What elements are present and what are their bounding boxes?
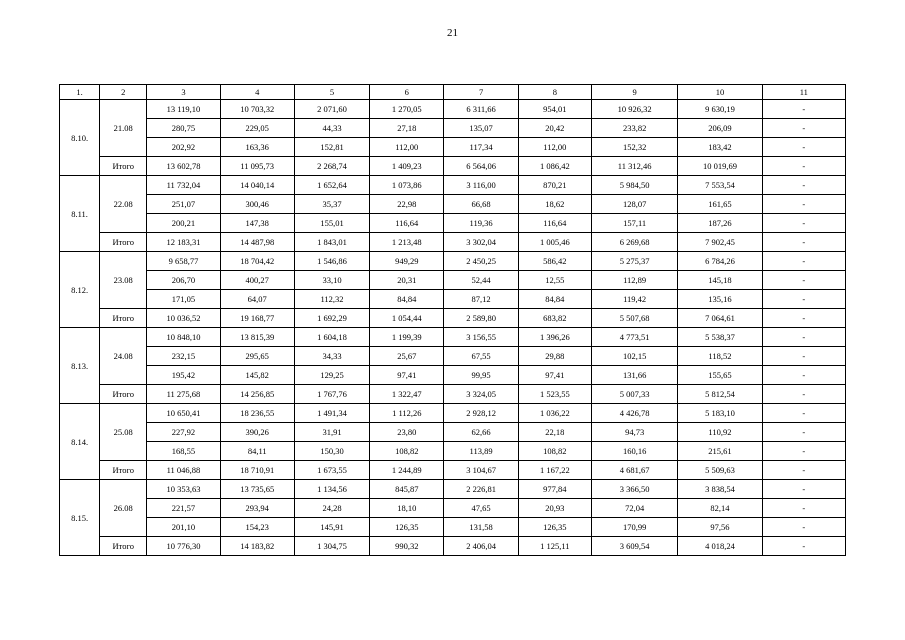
value-cell: 72,04 (591, 499, 677, 518)
value-cell: - (762, 100, 845, 119)
value-cell: 116,64 (370, 214, 444, 233)
total-value-cell: 3 609,54 (591, 537, 677, 556)
value-cell: 112,00 (518, 138, 591, 157)
value-cell: 187,26 (678, 214, 762, 233)
value-cell: 202,92 (147, 138, 220, 157)
value-cell: 4 773,51 (591, 328, 677, 347)
total-value-cell: 6 564,06 (444, 157, 518, 176)
value-cell: 18,62 (518, 195, 591, 214)
value-cell: 128,07 (591, 195, 677, 214)
table-row (60, 328, 846, 347)
value-cell: 13 735,65 (220, 480, 294, 499)
value-cell: 1 199,39 (370, 328, 444, 347)
value-cell: 170,99 (591, 518, 677, 537)
total-value-cell: 1 692,29 (294, 309, 369, 328)
value-cell: - (762, 271, 845, 290)
value-cell: 954,01 (518, 100, 591, 119)
total-value-cell: 3 324,05 (444, 385, 518, 404)
total-value-cell: - (762, 385, 845, 404)
value-cell: 949,29 (370, 252, 444, 271)
value-cell: 200,21 (147, 214, 220, 233)
column-header: 7 (444, 85, 518, 100)
value-cell: 10 650,41 (147, 404, 220, 423)
column-header: 10 (678, 85, 762, 100)
value-cell: - (762, 423, 845, 442)
total-value-cell: 1 523,55 (518, 385, 591, 404)
value-cell: 18,10 (370, 499, 444, 518)
value-cell: 116,64 (518, 214, 591, 233)
column-header: 3 (147, 85, 220, 100)
value-cell: 3 116,00 (444, 176, 518, 195)
value-cell: 12,55 (518, 271, 591, 290)
table-row (60, 100, 846, 119)
value-cell: 586,42 (518, 252, 591, 271)
table-row (60, 518, 846, 537)
value-cell: 1 652,64 (294, 176, 369, 195)
value-cell: 171,05 (147, 290, 220, 309)
value-cell: 112,00 (370, 138, 444, 157)
table-row (60, 138, 846, 157)
value-cell: 160,16 (591, 442, 677, 461)
value-cell: 20,31 (370, 271, 444, 290)
date-cell: 25.08 (100, 404, 147, 461)
value-cell: 84,84 (518, 290, 591, 309)
value-cell: 97,41 (518, 366, 591, 385)
value-cell: 44,33 (294, 119, 369, 138)
item-number-cell: 8.10. (60, 100, 100, 176)
date-cell: 21.08 (100, 100, 147, 157)
total-value-cell: 12 183,31 (147, 233, 220, 252)
total-value-cell: 13 602,78 (147, 157, 220, 176)
value-cell: 145,82 (220, 366, 294, 385)
total-value-cell: 3 104,67 (444, 461, 518, 480)
column-header: 8 (518, 85, 591, 100)
value-cell: 390,26 (220, 423, 294, 442)
value-cell: 280,75 (147, 119, 220, 138)
total-value-cell: 5 007,33 (591, 385, 677, 404)
value-cell: 10 848,10 (147, 328, 220, 347)
value-cell: 2 071,60 (294, 100, 369, 119)
value-cell: 152,32 (591, 138, 677, 157)
value-cell: 118,52 (678, 347, 762, 366)
total-value-cell: 1 409,23 (370, 157, 444, 176)
total-value-cell: 5 509,63 (678, 461, 762, 480)
total-value-cell: 1 125,11 (518, 537, 591, 556)
total-value-cell: - (762, 309, 845, 328)
value-cell: 18 704,42 (220, 252, 294, 271)
total-value-cell: 1 673,55 (294, 461, 369, 480)
value-cell: 5 275,37 (591, 252, 677, 271)
table-row (60, 214, 846, 233)
table-row (60, 252, 846, 271)
table-row (60, 271, 846, 290)
value-cell: - (762, 138, 845, 157)
value-cell: 97,56 (678, 518, 762, 537)
total-label: Итого (100, 461, 147, 480)
value-cell: 201,10 (147, 518, 220, 537)
value-cell: 7 553,54 (678, 176, 762, 195)
table-row (60, 366, 846, 385)
value-cell: 47,65 (444, 499, 518, 518)
value-cell: 977,84 (518, 480, 591, 499)
value-cell: 20,42 (518, 119, 591, 138)
column-header: 2 (100, 85, 147, 100)
value-cell: - (762, 195, 845, 214)
total-value-cell: 1 213,48 (370, 233, 444, 252)
total-value-cell: 5 507,68 (591, 309, 677, 328)
value-cell: 3 838,54 (678, 480, 762, 499)
value-cell: 31,91 (294, 423, 369, 442)
total-value-cell: 14 183,82 (220, 537, 294, 556)
value-cell: 5 984,50 (591, 176, 677, 195)
value-cell: 82,14 (678, 499, 762, 518)
value-cell: 6 784,26 (678, 252, 762, 271)
value-cell: 18 236,55 (220, 404, 294, 423)
date-cell: 24.08 (100, 328, 147, 385)
value-cell: 24,28 (294, 499, 369, 518)
value-cell: 1 396,26 (518, 328, 591, 347)
total-label: Итого (100, 309, 147, 328)
value-cell: 870,21 (518, 176, 591, 195)
value-cell: 84,11 (220, 442, 294, 461)
total-value-cell: 1 322,47 (370, 385, 444, 404)
value-cell: 119,42 (591, 290, 677, 309)
table-row (60, 290, 846, 309)
value-cell: 29,88 (518, 347, 591, 366)
value-cell: 27,18 (370, 119, 444, 138)
total-value-cell: 7 064,61 (678, 309, 762, 328)
total-value-cell: 10 776,30 (147, 537, 220, 556)
total-value-cell: - (762, 157, 845, 176)
table-row (60, 442, 846, 461)
value-cell: 155,65 (678, 366, 762, 385)
total-value-cell: 7 902,45 (678, 233, 762, 252)
value-cell: 102,15 (591, 347, 677, 366)
value-cell: - (762, 480, 845, 499)
total-value-cell: 1 767,76 (294, 385, 369, 404)
total-row (60, 385, 846, 404)
value-cell: 112,89 (591, 271, 677, 290)
value-cell: 4 426,78 (591, 404, 677, 423)
value-cell: 9 658,77 (147, 252, 220, 271)
total-value-cell: - (762, 537, 845, 556)
value-cell: 62,66 (444, 423, 518, 442)
value-cell: 161,65 (678, 195, 762, 214)
value-cell: 1 604,18 (294, 328, 369, 347)
value-cell: 206,70 (147, 271, 220, 290)
value-cell: 33,10 (294, 271, 369, 290)
total-value-cell: 11 046,88 (147, 461, 220, 480)
value-cell: 131,66 (591, 366, 677, 385)
value-cell: 145,91 (294, 518, 369, 537)
table-row (60, 195, 846, 214)
value-cell: 13 815,39 (220, 328, 294, 347)
value-cell: 1 134,56 (294, 480, 369, 499)
value-cell: 52,44 (444, 271, 518, 290)
value-cell: 183,42 (678, 138, 762, 157)
value-cell: - (762, 119, 845, 138)
table-row (60, 499, 846, 518)
column-header: 9 (591, 85, 677, 100)
value-cell: 117,34 (444, 138, 518, 157)
value-cell: 108,82 (518, 442, 591, 461)
total-row (60, 233, 846, 252)
value-cell: 1 112,26 (370, 404, 444, 423)
value-cell: 10 926,32 (591, 100, 677, 119)
total-value-cell: - (762, 233, 845, 252)
total-row (60, 309, 846, 328)
value-cell: 1 546,86 (294, 252, 369, 271)
value-cell: 845,87 (370, 480, 444, 499)
total-value-cell: 10 019,69 (678, 157, 762, 176)
total-label: Итого (100, 537, 147, 556)
column-header: 11 (762, 85, 845, 100)
item-number-cell: 8.13. (60, 328, 100, 404)
value-cell: - (762, 214, 845, 233)
value-cell: 10 353,63 (147, 480, 220, 499)
total-value-cell: 1 843,01 (294, 233, 369, 252)
value-cell: 229,05 (220, 119, 294, 138)
value-cell: 251,07 (147, 195, 220, 214)
total-value-cell: 11 275,68 (147, 385, 220, 404)
value-cell: 3 366,50 (591, 480, 677, 499)
date-cell: 22.08 (100, 176, 147, 233)
value-cell: 131,58 (444, 518, 518, 537)
value-cell: - (762, 347, 845, 366)
value-cell: 129,25 (294, 366, 369, 385)
value-cell: 1 036,22 (518, 404, 591, 423)
value-cell: - (762, 518, 845, 537)
value-cell: 221,57 (147, 499, 220, 518)
value-cell: 295,65 (220, 347, 294, 366)
table-row (60, 404, 846, 423)
value-cell: 6 311,66 (444, 100, 518, 119)
value-cell: 154,23 (220, 518, 294, 537)
total-label: Итого (100, 385, 147, 404)
value-cell: 97,41 (370, 366, 444, 385)
value-cell: 5 183,10 (678, 404, 762, 423)
value-cell: 232,15 (147, 347, 220, 366)
item-number-cell: 8.15. (60, 480, 100, 556)
total-value-cell: 3 302,04 (444, 233, 518, 252)
total-value-cell: 683,82 (518, 309, 591, 328)
column-header: 4 (220, 85, 294, 100)
value-cell: 20,93 (518, 499, 591, 518)
value-cell: 145,18 (678, 271, 762, 290)
total-value-cell: 1 304,75 (294, 537, 369, 556)
total-value-cell: 990,32 (370, 537, 444, 556)
value-cell: 22,18 (518, 423, 591, 442)
total-value-cell: - (762, 461, 845, 480)
value-cell: 9 630,19 (678, 100, 762, 119)
value-cell: 66,68 (444, 195, 518, 214)
value-cell: 135,16 (678, 290, 762, 309)
total-value-cell: 1 054,44 (370, 309, 444, 328)
total-value-cell: 14 487,98 (220, 233, 294, 252)
total-value-cell: 1 086,42 (518, 157, 591, 176)
column-header: 6 (370, 85, 444, 100)
total-value-cell: 10 036,52 (147, 309, 220, 328)
total-value-cell: 5 812,54 (678, 385, 762, 404)
value-cell: 147,38 (220, 214, 294, 233)
value-cell: 34,33 (294, 347, 369, 366)
total-value-cell: 11 095,73 (220, 157, 294, 176)
total-value-cell: 1 167,22 (518, 461, 591, 480)
table-row (60, 347, 846, 366)
value-cell: 5 538,37 (678, 328, 762, 347)
date-cell: 23.08 (100, 252, 147, 309)
value-cell: - (762, 404, 845, 423)
table-row (60, 119, 846, 138)
value-cell: 293,94 (220, 499, 294, 518)
total-value-cell: 11 312,46 (591, 157, 677, 176)
value-cell: 1 270,05 (370, 100, 444, 119)
total-value-cell: 19 168,77 (220, 309, 294, 328)
total-row (60, 537, 846, 556)
value-cell: 3 156,55 (444, 328, 518, 347)
value-cell: 126,35 (518, 518, 591, 537)
value-cell: 94,73 (591, 423, 677, 442)
total-label: Итого (100, 233, 147, 252)
total-value-cell: 18 710,91 (220, 461, 294, 480)
value-cell: 168,55 (147, 442, 220, 461)
value-cell: 64,07 (220, 290, 294, 309)
value-cell: 2 226,81 (444, 480, 518, 499)
value-cell: 206,09 (678, 119, 762, 138)
total-row (60, 157, 846, 176)
value-cell: 163,36 (220, 138, 294, 157)
value-cell: 400,27 (220, 271, 294, 290)
value-cell: 99,95 (444, 366, 518, 385)
value-cell: 22,98 (370, 195, 444, 214)
value-cell: 152,81 (294, 138, 369, 157)
value-cell: - (762, 499, 845, 518)
value-cell: 215,61 (678, 442, 762, 461)
total-value-cell: 6 269,68 (591, 233, 677, 252)
value-cell: - (762, 252, 845, 271)
data-table (59, 84, 846, 556)
value-cell: 14 040,14 (220, 176, 294, 195)
value-cell: 300,46 (220, 195, 294, 214)
value-cell: 84,84 (370, 290, 444, 309)
value-cell: 150,30 (294, 442, 369, 461)
value-cell: - (762, 442, 845, 461)
item-number-cell: 8.12. (60, 252, 100, 328)
total-value-cell: 14 256,85 (220, 385, 294, 404)
table-row (60, 480, 846, 499)
value-cell: 23,80 (370, 423, 444, 442)
date-cell: 26.08 (100, 480, 147, 537)
value-cell: 119,36 (444, 214, 518, 233)
total-value-cell: 2 589,80 (444, 309, 518, 328)
header-row (60, 85, 846, 100)
value-cell: - (762, 290, 845, 309)
table-body (60, 100, 846, 556)
value-cell: 112,32 (294, 290, 369, 309)
value-cell: 87,12 (444, 290, 518, 309)
value-cell: 157,11 (591, 214, 677, 233)
item-number-cell: 8.14. (60, 404, 100, 480)
value-cell: - (762, 176, 845, 195)
value-cell: 195,42 (147, 366, 220, 385)
value-cell: 155,01 (294, 214, 369, 233)
total-value-cell: 4 018,24 (678, 537, 762, 556)
value-cell: 108,82 (370, 442, 444, 461)
table-row (60, 176, 846, 195)
column-header: 5 (294, 85, 369, 100)
total-value-cell: 4 681,67 (591, 461, 677, 480)
value-cell: 2 450,25 (444, 252, 518, 271)
value-cell: 110,92 (678, 423, 762, 442)
total-row (60, 461, 846, 480)
total-value-cell: 1 244,89 (370, 461, 444, 480)
total-label: Итого (100, 157, 147, 176)
column-header: 1. (60, 85, 100, 100)
total-value-cell: 2 268,74 (294, 157, 369, 176)
value-cell: 13 119,10 (147, 100, 220, 119)
value-cell: 10 703,32 (220, 100, 294, 119)
value-cell: - (762, 366, 845, 385)
value-cell: 126,35 (370, 518, 444, 537)
total-value-cell: 1 005,46 (518, 233, 591, 252)
table-row (60, 423, 846, 442)
value-cell: 135,07 (444, 119, 518, 138)
item-number-cell: 8.11. (60, 176, 100, 252)
value-cell: 67,55 (444, 347, 518, 366)
value-cell: 2 928,12 (444, 404, 518, 423)
page-number: 21 (447, 27, 458, 39)
value-cell: 11 732,04 (147, 176, 220, 195)
value-cell: 227,92 (147, 423, 220, 442)
value-cell: - (762, 328, 845, 347)
value-cell: 233,82 (591, 119, 677, 138)
value-cell: 113,89 (444, 442, 518, 461)
total-value-cell: 2 406,04 (444, 537, 518, 556)
value-cell: 35,37 (294, 195, 369, 214)
value-cell: 1 491,34 (294, 404, 369, 423)
value-cell: 1 073,86 (370, 176, 444, 195)
value-cell: 25,67 (370, 347, 444, 366)
